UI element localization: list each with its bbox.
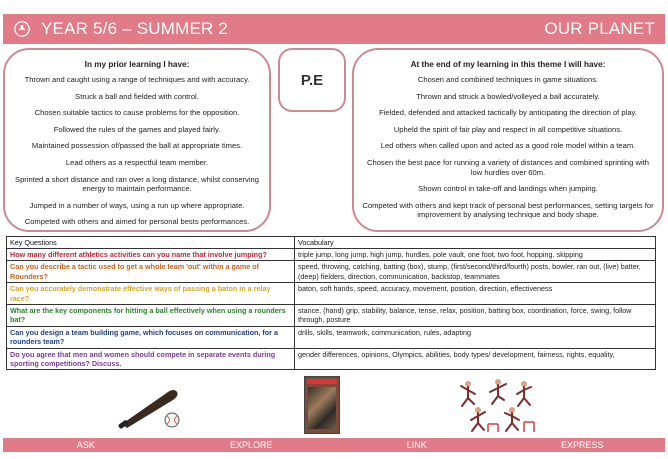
subject-box <box>278 48 346 112</box>
vocabulary-cell: speed, throwing, catching, batting (box), stump, (first/second/third/fourth) posts, bowler, ran out, (live) batter, (deep) fielders, direction, communication, backstop, teammates <box>295 261 656 283</box>
header-bar <box>3 14 665 44</box>
end-item: Upheld the spirit of fair play and respect in all competitive situations. <box>393 124 623 134</box>
table-row <box>7 283 656 305</box>
vocabulary-cell: gender differences, opinions, Olympics, abilities, body types/ development, fairness, rights, equality, <box>295 348 656 370</box>
prior-item: Maintained possession of/passed the ball at appropriate times. <box>31 141 243 151</box>
table-row <box>7 261 656 283</box>
footer-express: EXPRESS <box>560 440 604 450</box>
question-cell: How many different athletics activities can you name that involve jumping? <box>7 249 295 261</box>
vocabulary-cell: drills, skills, teamwork, communication, rules, adapting <box>295 326 656 348</box>
end-item: Thrown and struck a bowled/volleyed a ball accurately. <box>416 91 600 101</box>
prior-item: Chosen suitable tactics to cause problems for the opposition. <box>34 108 240 118</box>
theme-title: OUR PLANET <box>544 19 655 38</box>
prior-item: Thrown and caught using a range of techniques and with accuracy. <box>24 75 250 84</box>
table-row <box>7 326 656 348</box>
end-item: Shown control in take-off and landings when jumping. <box>418 184 598 194</box>
table-row <box>7 348 656 370</box>
question-cell: Can you accurately demonstrate effective ways of passing a baton in a relay race? <box>7 283 295 305</box>
end-item: Led others when called upon and acted as a good role model within a team. <box>380 141 636 151</box>
prior-item: Struck a ball and fielded with control. <box>75 91 199 101</box>
question-cell: Can you describe a tactic used to get a whole team 'out' within a game of Rounders? <box>7 261 295 283</box>
end-item: Fielded, defended and attacked tactically by anticipating the direction of play. <box>379 108 637 118</box>
subject-label: P.E <box>300 71 324 89</box>
prior-learning-box <box>3 48 271 232</box>
footer-ask: ASK <box>76 440 95 450</box>
table-header-row <box>7 237 656 249</box>
vocabulary-header: Vocabulary <box>295 237 656 249</box>
table-row <box>7 249 656 261</box>
page-title: YEAR 5/6 – SUMMER 2 <box>41 19 229 38</box>
prior-item: Followed the rules of the games and played fairly. <box>53 124 221 134</box>
illustrations-row <box>0 376 668 436</box>
prior-item: Jumped in a number of ways, using a run up where appropriate. <box>29 200 245 210</box>
end-learning-box <box>352 48 664 232</box>
prior-item: Sprinted a short distance and ran over a long distance, whilst conserving energy to maintain performance. <box>15 174 259 194</box>
footer-explore: EXPLORE <box>229 440 273 450</box>
vocabulary-cell: baton, soft hands, speed, accuracy, movement, position, direction, effectiveness <box>295 283 656 305</box>
end-learning-heading: At the end of my learning in this theme I will have: <box>410 60 606 69</box>
prior-item: Competed with others and aimed for personal bests performances. <box>24 217 250 227</box>
footer-bar <box>3 438 665 452</box>
question-cell: What are the key components for hitting a ball effectively when using a rounders bat? <box>7 305 295 327</box>
key-questions-header: Key Questions <box>7 237 295 249</box>
book-cover-image <box>304 376 340 434</box>
end-item: Chosen the best pace for running a variety of distances and combined sprinting with low hurdles over 60m. <box>367 157 649 177</box>
question-cell: Can you design a team building game, which focuses on communication, for a rounders team? <box>7 326 295 348</box>
prior-item: Lead others as a respectful team member. <box>65 157 209 167</box>
vocabulary-cell: stance, (hand) grip, stability, balance, tense, relax, position, batting box, coordination, force, swing, follow through, posture <box>295 305 656 327</box>
key-questions-table <box>6 236 656 370</box>
footer-link: LINK <box>406 440 427 450</box>
question-cell: Do you agree that men and women should compete in separate events during sporting competitions? Discuss. <box>7 348 295 370</box>
bat-and-ball-icon <box>116 384 186 430</box>
prior-learning-heading: In my prior learning I have: <box>84 60 190 69</box>
end-item: Competed with others and kept track of personal best performances, setting targets for improvement by analysing technique and body shape. <box>362 200 654 220</box>
athletes-icon <box>454 378 540 434</box>
table-row <box>7 305 656 327</box>
end-item: Chosen and combined techniques in game situations. <box>417 75 599 84</box>
vocabulary-cell: triple jump, long jump, high jump, hurdles, pole vault, one foot, two foot, hopping, skipping <box>295 249 656 261</box>
school-crest-icon <box>13 20 31 38</box>
